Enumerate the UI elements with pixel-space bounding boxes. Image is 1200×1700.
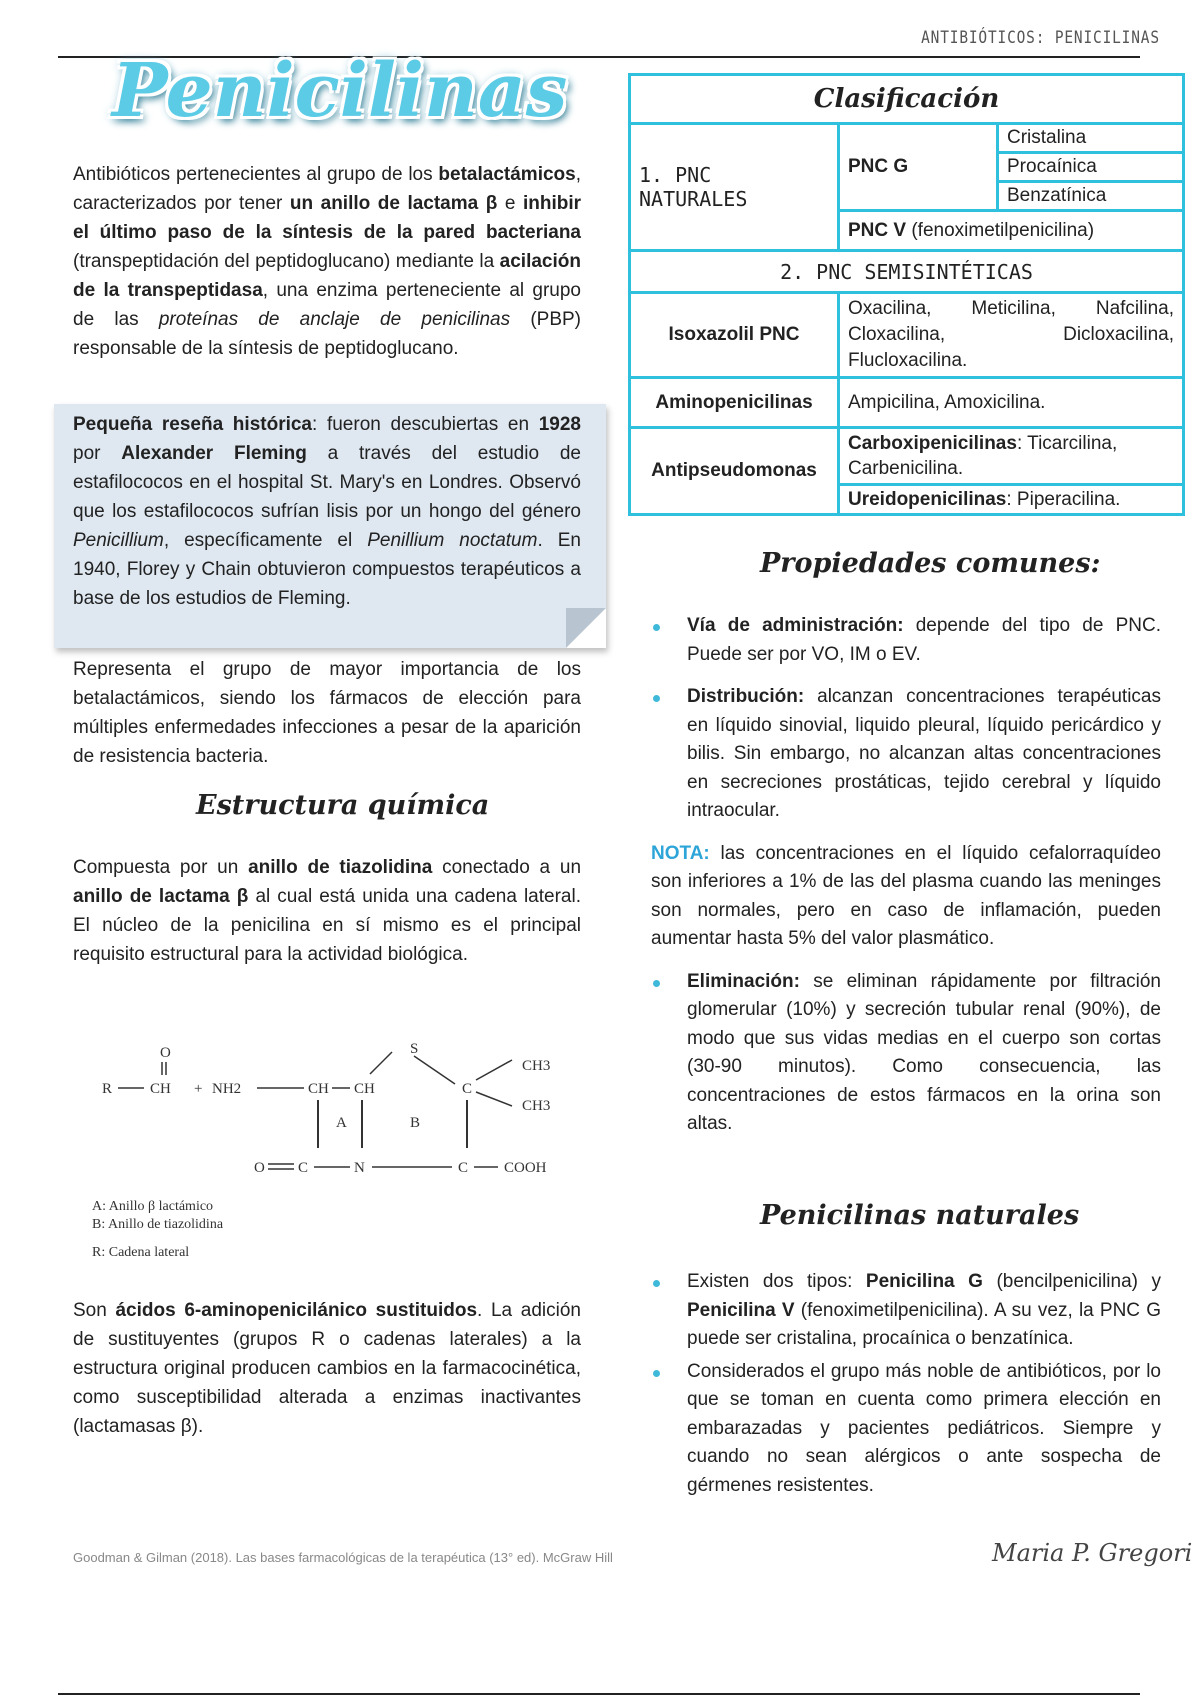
carboxipenicilinas-row: Carboxipenicilinas: Ticarcilina, Carbenicilina. <box>839 428 1184 485</box>
list-item: Considerados el grupo más noble de antibióticos, por lo que se toman en cuenta como primera elección en embarazadas y pacientes pediátricos. Siempre y cuando no sean alérgicos o ante sospecha de gérmenes resistentes. <box>651 1358 1161 1501</box>
isoxazolil-label: Isoxazolil PNC <box>630 293 839 378</box>
atom-cooh: COOH <box>504 1160 547 1176</box>
atom-ch-1: CH <box>150 1081 171 1097</box>
atom-plus: + <box>194 1081 203 1097</box>
legend-b: B: Anillo de tiazolidina <box>92 1217 224 1232</box>
reference-citation: Goodman & Gilman (2018). Las bases farmacológicas de la terapéutica (13° ed). McGraw Hill <box>73 1550 613 1565</box>
history-paragraph: Pequeña reseña histórica: fueron descubiertas en 1928 por Alexander Fleming a través del estudio de estafilococos en el hospital St. Mary's en Londres. Observó que los estafilococos sufrían lisis por un hongo del género Penicillium, específicamente el Penillium noctatum. En 1940, Florey y Chain obtuvieron compuestos terapéuticos a base de los estudios de Fleming. <box>73 414 581 609</box>
properties-section <box>651 612 1161 1139</box>
atom-ch-3: CH <box>354 1081 375 1097</box>
aminopenicilinas-drugs: Ampicilina, Amoxicilina. <box>839 378 1184 428</box>
atom-nh2: NH2 <box>212 1081 242 1097</box>
structure-paragraph: Compuesta por un anillo de tiazolidina conectado a un anillo de lactama β al cual está unida una cadena lateral. El núcleo de la penicilina en sí mismo es el principal requisito estructural para la actividad biológica. <box>73 857 582 965</box>
legend-r: R: Cadena lateral <box>92 1245 190 1260</box>
page-fold-corner <box>566 608 606 648</box>
atom-c-right: C <box>462 1081 473 1097</box>
bottom-rule <box>58 1693 1140 1695</box>
list-item: Vía de administración: depende del tipo de PNC. Puede ser por VO, IM o EV. <box>651 612 1161 669</box>
pnc-g-label: PNC G <box>839 124 998 211</box>
atom-n: N <box>354 1160 365 1176</box>
ring-label-a: A <box>336 1115 347 1131</box>
page-title: Penicilinas <box>112 48 568 134</box>
list-item: Distribución: alcanzan concentraciones terapéuticas en líquido sinovial, liquido pleural, líquido pericárdico y bilis. Sin embargo, no alcanzan altas concentraciones en secreciones prostáticas, tejido cerebral y líquido intraocular. <box>651 683 1161 826</box>
legend-a: A: Anillo β lactámico <box>92 1199 214 1214</box>
atom-s: S <box>410 1041 419 1057</box>
properties-heading: Propiedades comunes: <box>760 548 1101 579</box>
atom-o-bottom: O <box>254 1160 265 1176</box>
classification-table <box>628 73 1185 516</box>
atom-c-bottom-2: C <box>458 1160 469 1176</box>
header-title: ANTIBIÓTICOS: PENICILINAS <box>921 28 1160 48</box>
antipseudomonas-label: Antipseudomonas <box>630 428 839 515</box>
importance-paragraph: Representa el grupo de mayor importancia de los betalactámicos, siendo los fármacos de elección para múltiples enfermedades infecciones a pesar de la aparición de resistencia bacteria. <box>73 659 581 767</box>
atom-ch-2: CH <box>308 1081 329 1097</box>
atom-r: R <box>102 1081 113 1097</box>
list-item: Eliminación: se eliminan rápidamente por filtración glomerular (10%) y secreción tubular renal (90%), de modo que sus vidas medias en el cuerpo son cortas (30-90 minutos). Como consecuencia, las concentraciones de estos fármacos en la orina son altas. <box>651 968 1161 1139</box>
intro-paragraph: Antibióticos pertenecientes al grupo de los betalactámicos, caracterizados por tener un anillo de lactama β e inhibir el último paso de la síntesis de la pared bacteriana (transpeptidación del peptidoglucano) mediante la acilación de la transpeptidasa, una enzima perteneciente al grupo de las proteínas de anclaje de penicilinas (PBP) responsable de la síntesis de peptidoglucano. <box>73 164 582 359</box>
pnc-g-type: Benzatínica <box>998 182 1184 211</box>
ring-label-b: B <box>410 1115 421 1131</box>
list-item: Existen dos tipos: Penicilina G (bencilpenicilina) y Penicilina V (fenoximetilpenicilina). A su vez, la PNC G puede ser cristalina, procaínica o benzatínica. <box>651 1268 1161 1354</box>
atom-ch3-b: CH3 <box>522 1098 551 1114</box>
structure-heading: Estructura química <box>196 790 490 821</box>
natural-penicillins-heading: Penicilinas naturales <box>760 1200 1080 1231</box>
aminopenicilinas-label: Aminopenicilinas <box>630 378 839 428</box>
pnc-g-type: Procaínica <box>998 153 1184 182</box>
pnc-naturales-label: 1. PNC NATURALES <box>630 124 839 251</box>
pnc-g-type: Cristalina <box>998 124 1184 153</box>
natural-penicillins-section <box>651 1268 1161 1500</box>
classification-title: Clasificación <box>630 75 1184 124</box>
substituents-paragraph: Son ácidos 6-aminopenicilánico sustituidos. La adición de sustituyentes (grupos R o cadenas laterales) a la estructura original producen cambios en la farmacocinética, como susceptibilidad alterada a enzimas inactivantes (lactamasas β). <box>73 1300 581 1437</box>
penicillin-structure-diagram <box>92 1030 572 1270</box>
pnc-v-row: PNC V (fenoximetilpenicilina) <box>839 211 1184 251</box>
atom-c-bottom: C <box>298 1160 309 1176</box>
pnc-semisinteticas-label: 2. PNC SEMISINTÉTICAS <box>630 251 1184 293</box>
ureidopenicilinas-row: Ureidopenicilinas: Piperacilina. <box>839 485 1184 515</box>
nota-paragraph: NOTA: las concentraciones en el líquido cefalorraquídeo son inferiores a 1% de las del plasma cuando las meninges son normales, pero en caso de inflamación, pueden aumentar hasta 5% del valor plasmático. <box>651 842 1161 949</box>
atom-ch3-a: CH3 <box>522 1058 551 1074</box>
isoxazolil-drugs: Oxacilina, Meticilina, Nafcilina, Cloxacilina, Dicloxacilina, Flucloxacilina. <box>839 293 1184 378</box>
atom-o-top: O <box>160 1045 171 1061</box>
author-signature: Maria P. Gregori <box>992 1539 1193 1567</box>
